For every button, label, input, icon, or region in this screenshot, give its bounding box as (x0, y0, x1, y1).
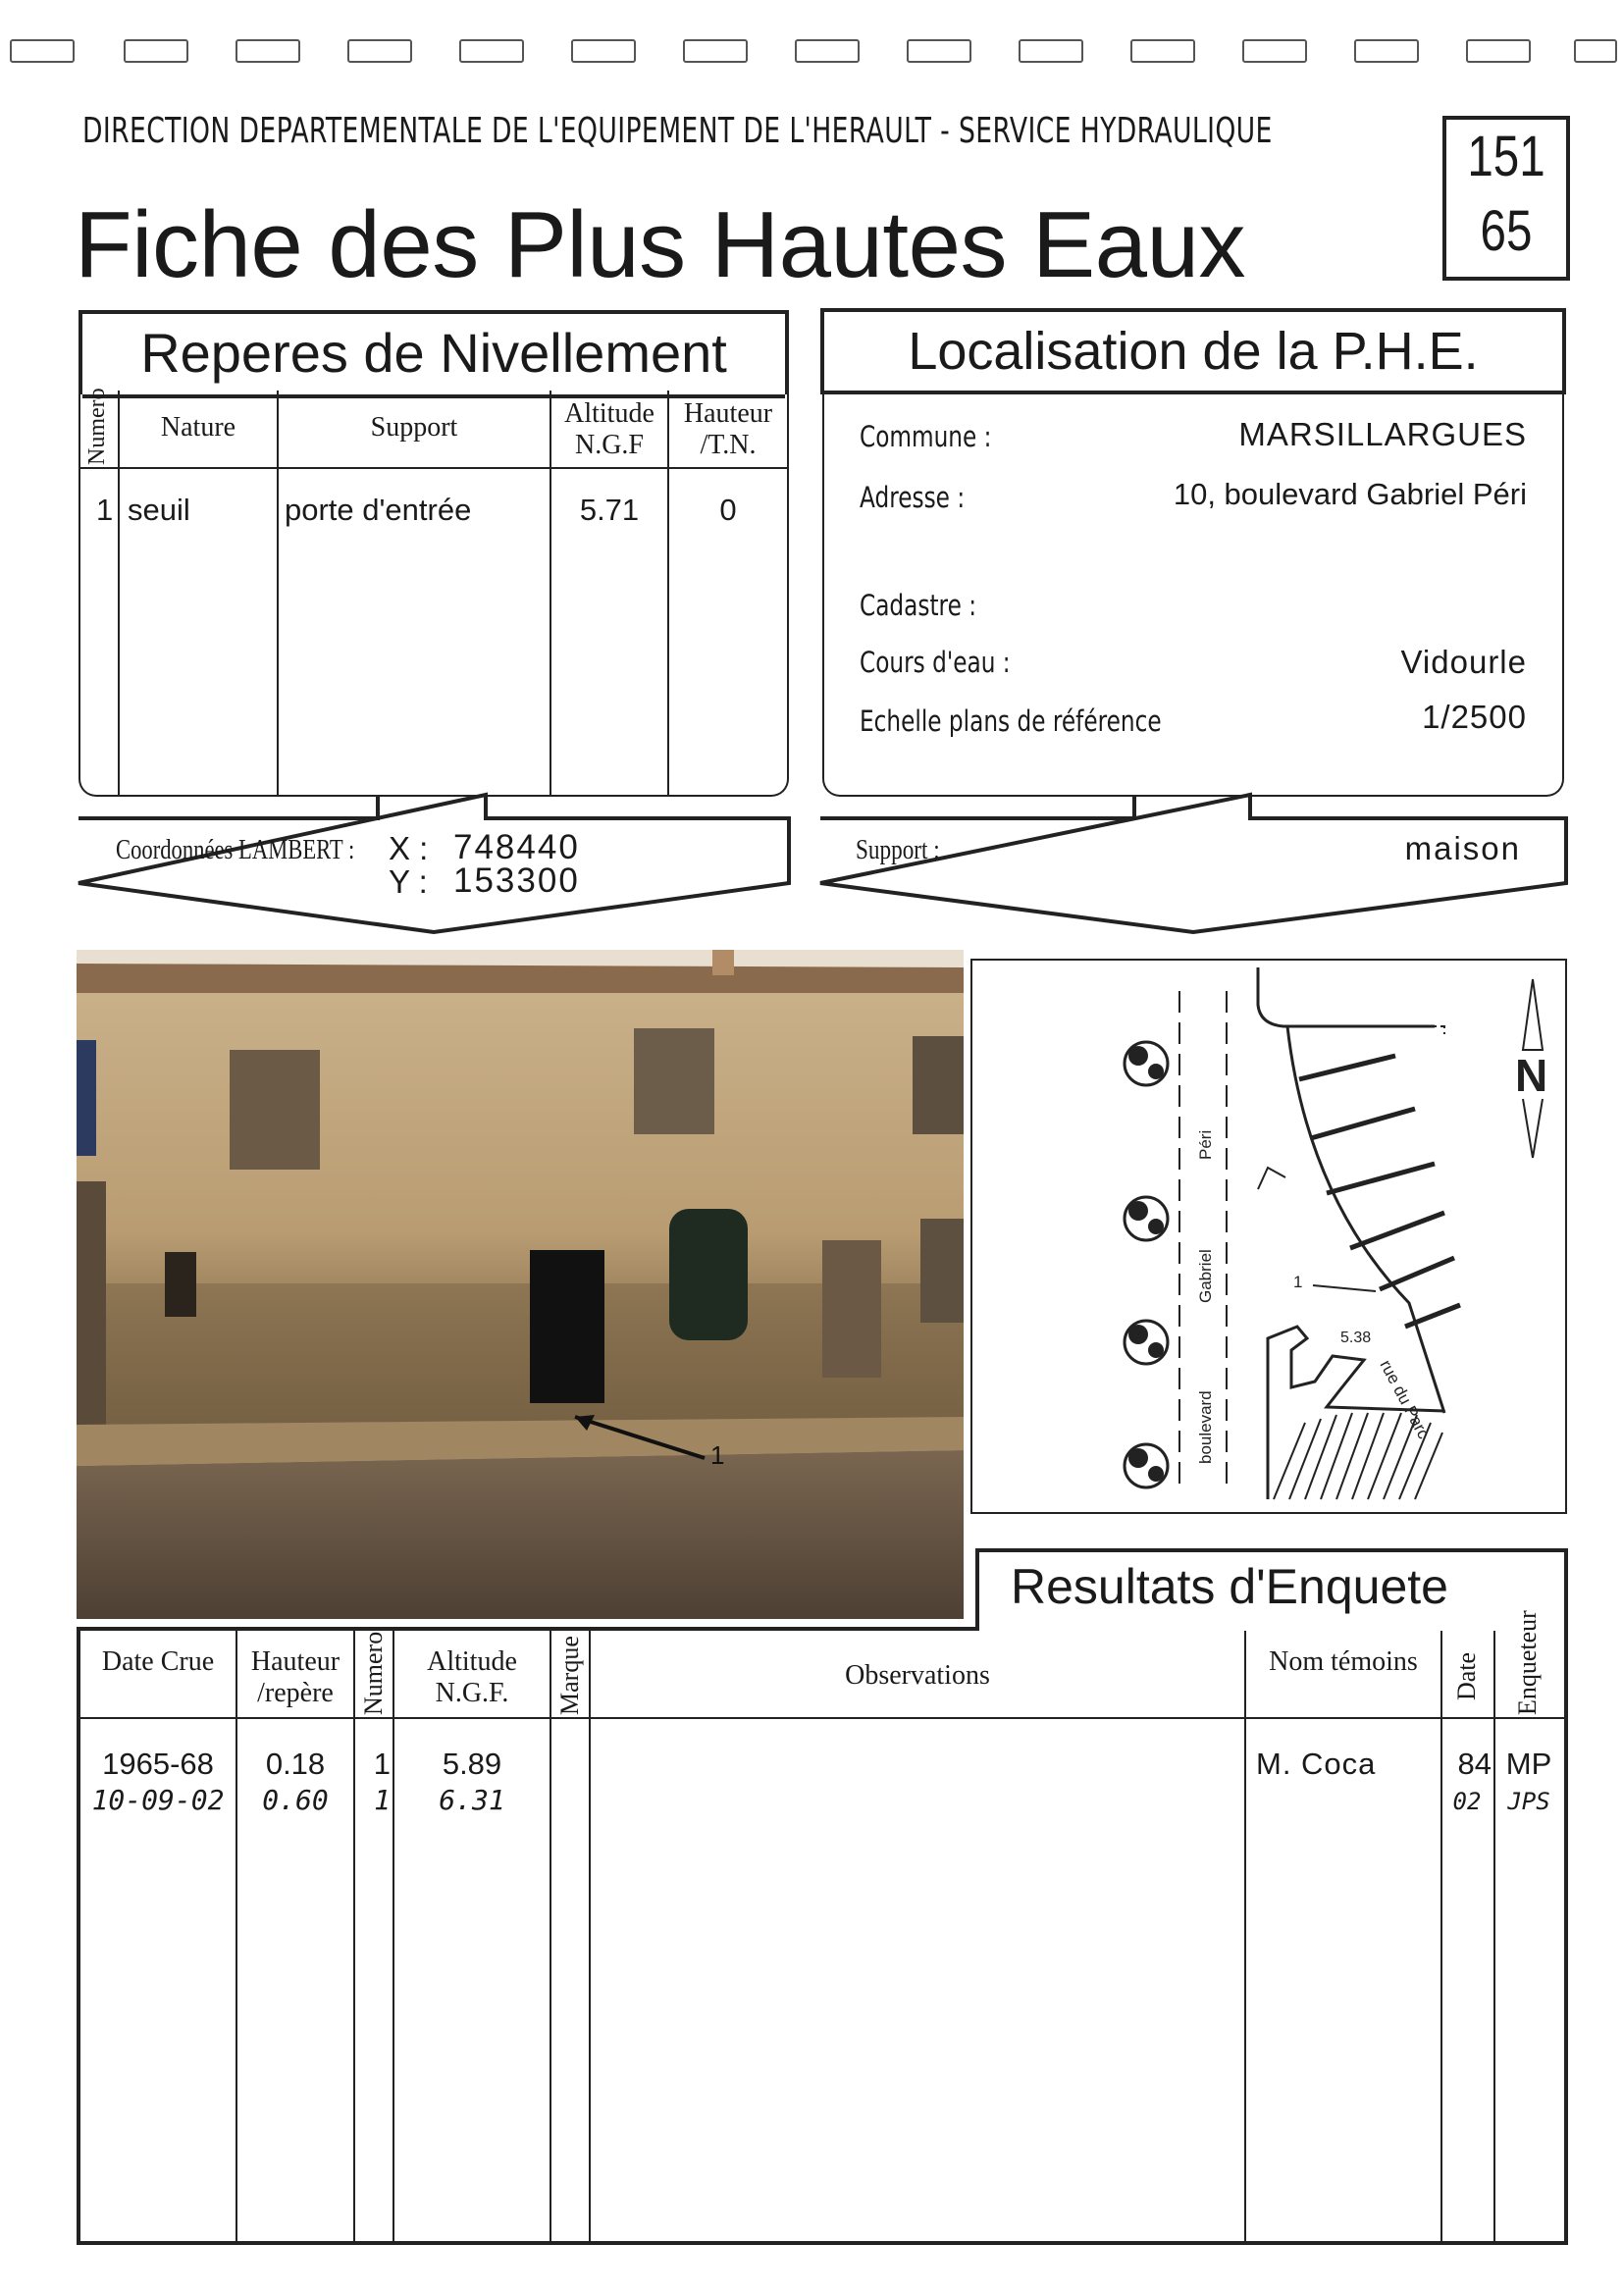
north-label: N (1515, 1050, 1548, 1101)
commune-label: Commune : (860, 420, 992, 453)
photo-marker: 1 (710, 1440, 725, 1470)
cours-value: Vidourle (1400, 644, 1527, 680)
coords-label: Coordonnées LAMBERT : (116, 834, 355, 865)
cell-numero: 1 (373, 1747, 391, 1781)
support-value: maison (1404, 830, 1521, 866)
col-header-marque: Marque (555, 1636, 584, 1715)
fiche-id-bottom: 65 (1480, 199, 1533, 263)
cell-numero: 1 (96, 493, 114, 527)
resultats-table (80, 1610, 1564, 2241)
echelle-value: 1/2500 (1422, 699, 1527, 735)
cell-date: 02 (1452, 1788, 1482, 1815)
adresse-value: 10, boulevard Gabriel Péri (1173, 477, 1527, 511)
cours-label: Cours d'eau : (860, 646, 1011, 679)
col-header-altitude: Altitude N.G.F. (427, 1646, 517, 1708)
col-header-date-crue: Date Crue (101, 1646, 215, 1677)
map-marker: 1 (1293, 1273, 1303, 1291)
coord-x-label: X : (389, 830, 429, 866)
coord-x-value: 748440 (453, 828, 580, 866)
page-title: Fiche des Plus Hautes Eaux (75, 192, 1245, 297)
north-arrow-icon (1515, 979, 1547, 1158)
col-header-enqueteur: Enqueteur (1513, 1610, 1542, 1715)
cell-altitude: 5.71 (579, 493, 640, 527)
adresse-label: Adresse : (860, 481, 966, 514)
cell-numero: 1 (374, 1784, 391, 1816)
support-label: Support : (856, 834, 940, 865)
cell-altitude: 6.31 (439, 1784, 505, 1816)
cell-hauteur: 0 (719, 493, 737, 527)
col-header-numero: Numero (84, 388, 110, 465)
tree-icon (1125, 1321, 1168, 1364)
cell-date-crue: 10-09-02 (91, 1784, 225, 1816)
cell-date-crue: 1965-68 (102, 1747, 214, 1781)
col-header-hauteur: Hauteur /repère (250, 1646, 340, 1708)
col-header-hauteur: Hauteur /T.N. (683, 398, 773, 460)
cell-support: porte d'entrée (285, 493, 472, 527)
cadastre-label: Cadastre : (860, 589, 977, 622)
col-header-altitude: Altitude N.G.F (564, 398, 654, 460)
fiche-id-top: 151 (1467, 125, 1545, 188)
coord-y-value: 153300 (453, 861, 580, 900)
localisation-title: Localisation de la P.H.E. (908, 322, 1479, 381)
tree-icon (1125, 1444, 1168, 1487)
col-header-nom-temoins: Nom témoins (1269, 1646, 1418, 1677)
reperes-title: Reperes de Nivellement (82, 314, 785, 398)
cell-hauteur: 0.18 (265, 1747, 326, 1781)
cell-altitude: 5.89 (442, 1747, 502, 1781)
coord-y-label: Y : (389, 863, 428, 900)
resultats-title: Resultats d'Enquete (1011, 1559, 1448, 1614)
commune-value: MARSILLARGUES (1238, 416, 1527, 452)
col-header-nature: Nature (160, 412, 236, 443)
col-header-support: Support (370, 412, 458, 443)
building-photo (77, 950, 964, 1619)
agency-header: DIRECTION DEPARTEMENTALE DE L'EQUIPEMENT DE L'HERAULT - SERVICE HYDRAULIQUE (82, 111, 1273, 151)
street-label-rue-du-parc: rue du Parc (1376, 1356, 1434, 1442)
col-header-date: Date (1452, 1651, 1481, 1700)
cell-enqueteur: MP (1505, 1747, 1552, 1781)
tree-icon (1125, 1042, 1168, 1085)
street-label-peri: Péri (1196, 1129, 1215, 1160)
map-level: 5.38 (1340, 1330, 1372, 1346)
location-map (973, 962, 1564, 1511)
street-label-gabriel: Gabriel (1196, 1249, 1215, 1303)
street-label-boulevard: boulevard (1196, 1390, 1215, 1464)
col-header-numero: Numero (359, 1631, 388, 1715)
cell-hauteur: 0.60 (262, 1784, 329, 1816)
cell-date: 84 (1457, 1747, 1492, 1781)
tree-icon (1125, 1197, 1168, 1240)
cell-enqueteur: JPS (1507, 1788, 1550, 1815)
cell-nature: seuil (128, 493, 190, 527)
echelle-label: Echelle plans de référence (860, 704, 1162, 738)
col-header-observations: Observations (845, 1660, 990, 1691)
cell-nom: M. Coca (1256, 1747, 1377, 1781)
